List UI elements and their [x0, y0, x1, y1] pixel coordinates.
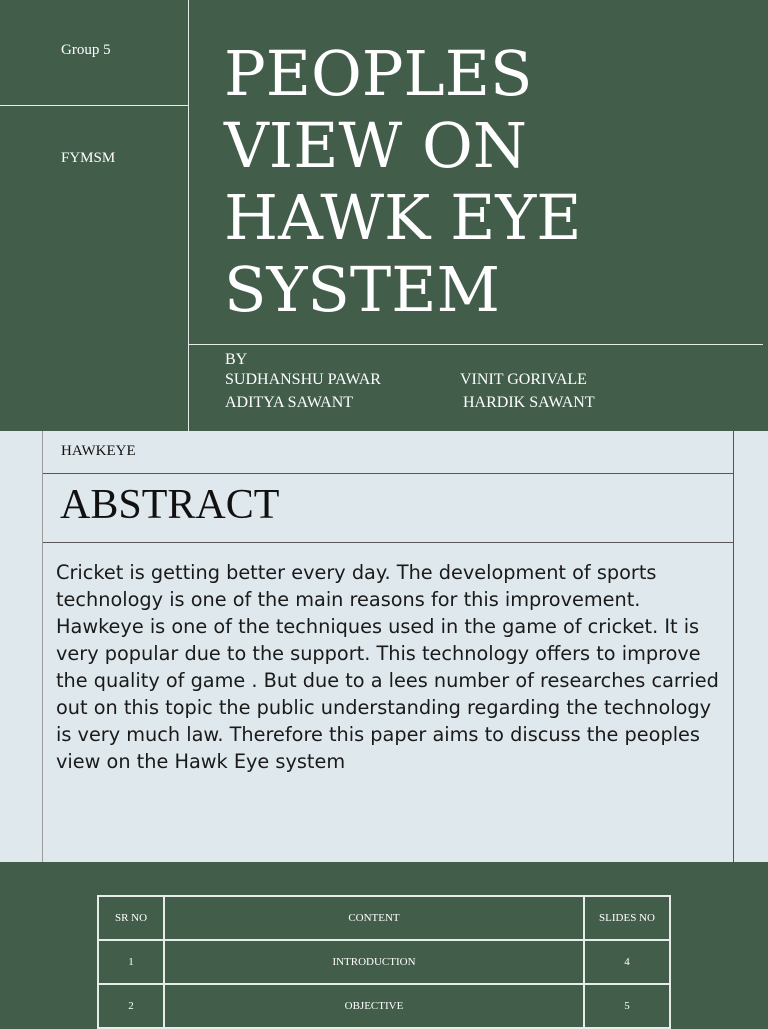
table-cell: INTRODUCTION — [164, 940, 584, 984]
topic-label: HAWKEYE — [61, 443, 136, 459]
table-cell: 4 — [584, 940, 670, 984]
group-label: Group 5 — [61, 42, 111, 58]
author-name: SUDHANSHU PAWAR — [225, 371, 381, 388]
title-line: SYSTEM — [224, 253, 500, 326]
table-cell: 2 — [98, 984, 164, 1028]
table-cell: OBJECTIVE — [164, 984, 584, 1028]
author-name: VINIT GORIVALE — [460, 371, 587, 388]
right-border — [733, 431, 734, 862]
table-header-row — [98, 896, 670, 940]
abstract-slide — [0, 431, 768, 862]
vertical-divider — [188, 0, 189, 431]
author-name: HARDIK SAWANT — [463, 394, 595, 411]
table-cell: 1 — [98, 940, 164, 984]
by-label: BY — [225, 351, 248, 368]
title-line: VIEW ON — [224, 109, 528, 182]
title-line: HAWK EYE — [224, 181, 582, 254]
author-name: ADITYA SAWANT — [225, 394, 354, 411]
header-cell: SR NO — [98, 896, 164, 940]
header-cell: SLIDES NO — [584, 896, 670, 940]
class-label: FYMSM — [61, 150, 116, 166]
table-row — [98, 940, 670, 984]
abstract-heading: ABSTRACT — [60, 482, 280, 528]
cover-slide — [0, 0, 768, 431]
abstract-body: Cricket is getting better every day. The development of sports technology is one of the main reasons for this improvement. Hawkeye is one of the techniques used in the game of cricket. It is very popular due to the support. This technology offers to improve the quality of game . But due to a lees number of researches carried out on this topic the public understanding regarding the technology is very much law. Therefore this paper aims to discuss the peoples view on the Hawk Eye system — [56, 561, 719, 773]
right-horizontal-divider — [189, 344, 763, 345]
page-title — [224, 38, 744, 326]
header-cell: CONTENT — [164, 896, 584, 940]
title-line: PEOPLES — [224, 37, 533, 110]
contents-table — [97, 895, 671, 1029]
contents-slide — [0, 862, 768, 1024]
table-row — [98, 984, 670, 1028]
left-horizontal-divider — [0, 105, 188, 106]
left-border — [42, 431, 43, 862]
table-cell: 5 — [584, 984, 670, 1028]
heading-divider — [43, 542, 733, 543]
topic-divider — [43, 473, 733, 474]
